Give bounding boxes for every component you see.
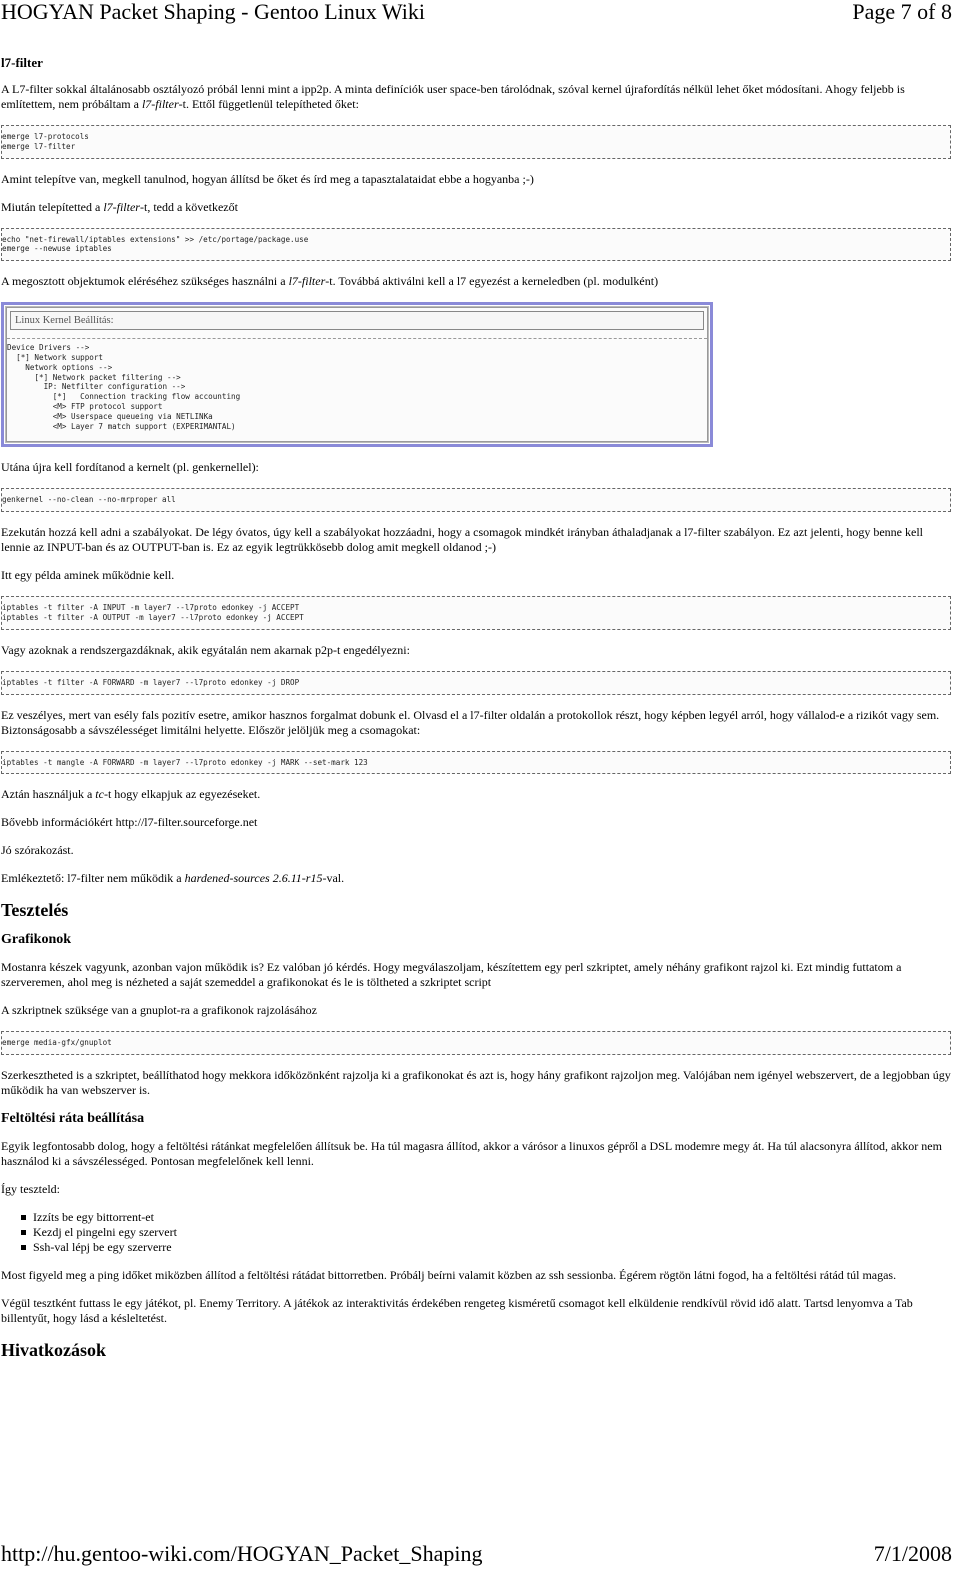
emphasis: tc xyxy=(95,787,104,802)
print-date: 7/1/2008 xyxy=(873,1541,952,1566)
text: A megosztott objektumok eléréséhez szükséges használni a xyxy=(1,274,289,289)
list-item: Kezdj el pingelni egy szervert xyxy=(33,1225,951,1240)
paragraph: Most figyeld meg a ping időket miközben állítod a feltöltési rátádat bittorretben. Próbálj beírni valamit közben az ssh sessionba. Égérem rögtön látni fogod, ha a feltöltési rátád túl magas. xyxy=(1,1268,897,1283)
emphasis: l7-filter xyxy=(288,274,326,289)
heading-tesztelés: Tesztelés xyxy=(1,900,69,921)
paragraph xyxy=(1,82,951,112)
article-content xyxy=(1,55,951,1372)
text: -t, tedd a következőt xyxy=(139,199,238,214)
list-item: Ssh-val lépj be egy szerverre xyxy=(33,1240,951,1255)
heading-l7-filter: l7-filter xyxy=(1,55,43,70)
paragraph: Szerkesztheted is a szkriptet, beállíthatod hogy mekkora időközönként rajzolja ki a grafikonokat és azt is, hogy hány grafikont rajzoljon meg. Valójában nem igényel webszervert, de a legjobban úgy működik ha van webszerver is. xyxy=(1,1068,951,1098)
kernel-config-inner xyxy=(6,307,708,442)
paragraph: Végül tesztként futtass le egy játékot, pl. Enemy Territory. A játékok az interaktivitás érdekében rengeteg kisméretű csomagot kell elküldenie rendkívül rövid idő alatt. Tartsd lenyomva a Tab billentyűt, hogy lásd a késleltetést. xyxy=(1,1296,913,1326)
paragraph: Egyik legfontosabb dolog, hogy a feltöltési rátánkat megfelelően állítsuk be. Ha túl magasra állítod, akkor a várósor a linuxos gépről a DSL modemre megy át. Ha túl alacsonyra állítod, akkor nem használod ki a sávszélességed. Pontosan megfelelőnek kell lenni. xyxy=(1,1139,942,1169)
text: -t. Ettől függetlenül telepítheted őket: xyxy=(178,97,359,111)
text: Miután telepítetted a xyxy=(1,199,104,214)
paragraph: Amint telepítve van, megkell tanulnod, hogyan állítsd be őket és írd meg a tapasztalataidat ebbe a hogyanba ;-) xyxy=(1,171,534,186)
emphasis: l7-filter xyxy=(103,199,140,214)
paragraph: Ezekután hozzá kell adni a szabályokat. De légy óvatos, úgy kell a szabályokat hozzáadni, hogy a csomagok mindkét irányban áthaladjanak a l7-filter szabályon. Ez azt jelenti, hogy benne kell lennie az INPUT-ban és az OUTPUT-ban is. Ez az egyik legtrükkösebb dolog amit megkell oldanod ;-) xyxy=(1,525,923,555)
emphasis: l7-filter xyxy=(141,97,179,111)
heading-feltöltési-ráta: Feltöltési ráta beállítása xyxy=(1,1111,145,1127)
kernel-config-title: Linux Kernel Beállítás: xyxy=(10,311,704,330)
print-footer xyxy=(0,1542,960,1572)
text: -t. Továbbá aktiválni kell a l7 egyezést a kerneledben (pl. modulként) xyxy=(325,274,659,289)
paragraph xyxy=(1,274,951,289)
text: -val. xyxy=(322,871,345,886)
paragraph: Így teszteld: xyxy=(1,1182,60,1197)
kernel-config-code: Device Drivers --> [*] Network support Network options --> [*] Network packet filtering --> IP: Netfilter configuration --> [*] Connection tracking flow accounting <M> FTP protocol support <M> Userspace queueing via NETLINKa <M> Layer 7 match support (EXPERIMANTAL) xyxy=(7,338,707,437)
code-block: emerge media-gfx/gnuplot xyxy=(1,1031,951,1055)
heading-hivatkozások: Hivatkozások xyxy=(1,1340,107,1361)
code-block: iptables -t mangle -A FORWARD -m layer7 --l7proto edonkey -j MARK --set-mark 123 xyxy=(1,751,951,775)
paragraph: Bővebb információkért http://l7-filter.sourceforge.net xyxy=(1,815,258,830)
code-block: genkernel --no-clean --no-mrproper all xyxy=(1,488,951,512)
page-url: http://hu.gentoo-wiki.com/HOGYAN_Packet_Shaping xyxy=(1,1541,483,1566)
print-header xyxy=(0,0,960,26)
paragraph: Itt egy példa aminek működnie kell. xyxy=(1,568,175,583)
page-number: Page 7 of 8 xyxy=(852,0,952,24)
test-steps-list xyxy=(1,1210,951,1255)
page-title: HOGYAN Packet Shaping - Gentoo Linux Wiki xyxy=(1,0,425,24)
paragraph: Jó szórakozást. xyxy=(1,843,74,858)
paragraph: A szkriptnek szüksége van a gnuplot-ra a grafikonok rajzolásához xyxy=(1,1003,317,1018)
code-block: iptables -t filter -A FORWARD -m layer7 --l7proto edonkey -j DROP xyxy=(1,671,951,695)
text: Emlékeztető: l7-filter nem működik a xyxy=(1,871,185,886)
paragraph xyxy=(1,787,951,802)
paragraph xyxy=(1,871,951,886)
text: A L7-filter sokkal általánosabb osztályozó próbál lenni mint a ipp2p. A minta definíciók user space-ben tárolódnak, szóval kernel újrafordítás nélkül lehet őket módosítani. Ahogy feljebb is említettem, nem próbáltam a xyxy=(1,82,905,111)
paragraph xyxy=(1,200,951,215)
paragraph: Utána újra kell fordítanod a kernelt (pl. genkernellel): xyxy=(1,460,259,475)
paragraph: Ez veszélyes, mert van esély fals pozitív esetre, amikor hasznos forgalmat dobunk el. Olvasd el a l7-filter oldalán a protokollok részt, hogy képben legyél arról, hogy vállalod-e a rizikót vagy sem. Biztonságosabb a sávszélességet limitálni helyette. Először jelöljük meg a csomagokat: xyxy=(1,707,940,737)
code-block: echo "net-firewall/iptables extensions" >> /etc/portage/package.use emerge --newuse iptables xyxy=(1,228,951,262)
paragraph: Vagy azoknak a rendszergazdáknak, akik egyátalán nem akarnak p2p-t engedélyezni: xyxy=(1,642,410,657)
kernel-config-box xyxy=(1,302,713,447)
heading-grafikonok: Grafikonok xyxy=(1,932,72,948)
emphasis: hardened-sources 2.6.11-r15 xyxy=(184,871,323,886)
code-block: emerge l7-protocols emerge l7-filter xyxy=(1,125,951,159)
text: Aztán használjuk a xyxy=(1,787,96,802)
list-item: Izzíts be egy bittorrent-et xyxy=(33,1210,951,1225)
paragraph: Mostanra készek vagyunk, azonban vajon működik is? Ez valóban jó kérdés. Hogy megválaszoljam, készítettem egy perl szkriptet, amely néhány grafikont rajzol ki. Ezt mindig futtatom a szerveremen, ahol meg is nézheted a saját szemeddel a grafikonokat és le is töltheted a szkriptet script xyxy=(1,960,902,990)
text: -t hogy elkapjuk az egyezéseket. xyxy=(103,787,261,802)
code-block: iptables -t filter -A INPUT -m layer7 --l7proto edonkey -j ACCEPT iptables -t filter -A OUTPUT -m layer7 --l7proto edonkey -j ACCEPT xyxy=(1,596,951,630)
